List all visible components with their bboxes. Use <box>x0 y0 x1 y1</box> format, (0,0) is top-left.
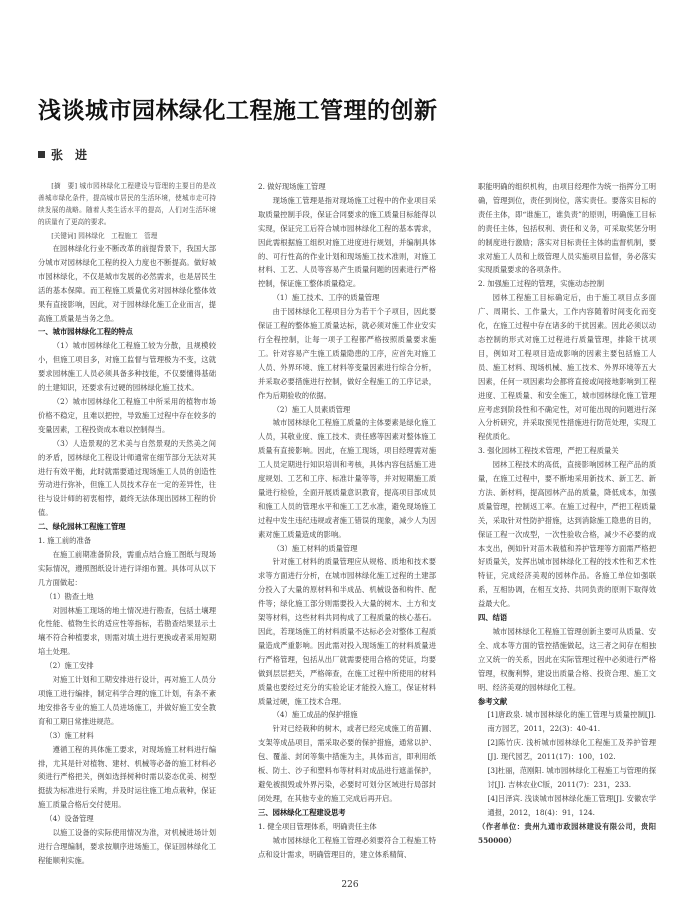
col1-paragraph: 在园林绿化行业不断改革的前提背景下，我国大部分城市对园林绿化工程的投入力度也不断提高。做好城市园林绿化，不仅是城市发展的必然需求，也是居民生活的基本保障。而工程施工质量优劣对园林绿化整体效果有直接影响，因此，对于园林绿化施工企业而言，提高施工质量是当务之急。 <box>38 244 216 323</box>
col1-paragraph: 在施工前期准备阶段，需重点结合施工图纸与现场实际情况，遵照图纸设计进行详细布置。具体可从以下几方面做起： <box>38 549 216 587</box>
col2-paragraph: 城市园林绿化工程施工管理必须要符合工程施工特点和设计需求，明确管理目的，建立体系精简、 <box>258 835 436 859</box>
col1-paragraph: [关键词] 园林绿化 工程施工 管理 <box>51 232 158 240</box>
col1-paragraph: 对园林施工现场的地土情况进行勘查，包括土壤理化性能、植物生长的适应性等指标，若勘查结果显示土壤不符合种植要求，则需对填土进行更换或者采用短期培土处理。 <box>38 605 216 657</box>
col2-paragraph: 1. 健全项目管理体系，明确责任主体 <box>258 821 377 831</box>
col2-paragraph: 针对已经栽种的树木，或者已经完成施工的苗圃、支架等成品项目，需采取必要的保护措施，通常以护、包、覆盖、封闭等集中措施为主，具体而言，即利用纸板、防土、沙子和塑料布等材料对成品进行遮盖保护，避免被损毁或外界污染，必要时可划分区域进行局部封闭处理，在其他专业的施工完成后再开启。 <box>258 724 436 803</box>
col3-paragraph: 2. 加强施工过程的管理，实施动态控制 <box>478 279 605 289</box>
col1-paragraph: 二、绿化园林工程施工管理 <box>38 522 126 532</box>
col2-paragraph: （4）施工成品的保护措施 <box>272 710 358 720</box>
col2-paragraph: （2）施工人员素质管理 <box>272 404 351 414</box>
col3-paragraph: 四、结语 <box>478 613 508 623</box>
col3-paragraph: [3]杜丽，范刚阳. 城市园林绿化工程施工与管理的探讨[J]. 吉林农业C版，2011(7)：231，233. <box>487 766 656 789</box>
column-right <box>478 180 656 848</box>
col1-paragraph: 1. 施工前的准备 <box>38 536 92 546</box>
col1-paragraph: （3）人造景观的艺术美与自然景观的天然美之间的矛盾，园林绿化工程设计师通常在细节部分无法对其进行有效平衡，此时就需要通过现场施工人员的创造性劳动进行弥补，但施工人员技术存在一定的差异性，往往与设计师的初衷相悖，最终无法体现出园林工程的价值。 <box>38 438 216 518</box>
col3-paragraph: [1]唐政泉. 城市园林绿化的施工管理与质量控制[J]. 南方园艺，2011，22(3)：40-41. <box>487 710 656 734</box>
col1-paragraph: （2）城市园林绿化工程施工中所采用的植物市场价格不稳定，且难以把控，导致施工过程中存在较多的变量因素，工程投资成本难以控制得当。 <box>38 396 216 434</box>
col1-paragraph: （4）设备管理 <box>45 814 94 824</box>
col3-paragraph: [4]吕泽宾. 浅谈城市园林绿化施工管理[J]. 安徽农学通报，2012，18(4)：91，124. <box>487 793 656 817</box>
col3-paragraph: 城市园林绿化工程施工管理创新主要可从质量、安全、成本等方面的管控措施做起，这三者之间存在相独立又统一的关系，因此在实际管理过程中必须进行严格管理，权衡利弊，建设出质量合格、投资合理、施工文明、经济美观的园林绿化工程。 <box>478 627 656 692</box>
column-middle <box>258 180 436 861</box>
col3-paragraph: （作者单位：贵州九通市政园林建设有限公司，贵阳 550000） <box>478 821 656 845</box>
col2-paragraph: 由于园林绿化工程项目分为若干个子项目，因此要保证工程的整体施工质量达标，就必须对施工作业安实行全程控制，让每一项子工程都严格按照质量要求施工。针对容易产生施工质量隐患的工序，应首先对施工人员、外界环境、施工材料等变量因素进行综合分析，并采取必要措施进行控制，做好全程施工的工序记录，作为后期验收的依据。 <box>258 307 436 400</box>
author-name: 张 进 <box>51 148 88 162</box>
col1-paragraph: （3）施工材料 <box>45 730 94 740</box>
col3-paragraph: 园林工程技术的高低，直接影响园林工程产品的质量，在施工过程中，要不断地采用新技术、新工艺、新方法、新材料，提高园林产品的质量，降低成本，加强质量管理，控制返工率。在施工过程中，严把工程质量关，采取针对性防护措施，达到消除施工隐患的目的，保证工程一次成型，一次性验收合格，减少不必要的成本支出，例如针对苗木栽植和养护管理等方面需严格把好质量关，发挥出城市园林绿化工程的技术性和艺术性特征，完成经济美观的园林作品。各施工单位如强联系，互相协调，在相互支持、共同负责的原则下取得效益最大化。 <box>478 460 656 609</box>
col2-paragraph: 2. 做好现场施工管理 <box>258 182 326 191</box>
col3-paragraph: 职能明确的组织机构，由项目经理作为统一指挥分工明确，管理到位，责任到岗位，落实责任。要落实目标的责任主体，即“谁施工，谁负责”的原则，明确施工目标的责任主体，包括权利、责任和义务，可采取奖惩分明的制度进行激励；落实对目标责任主体的监督机制，要求对施工人员和上级管理人员实施项目监督，务必落实实现质量要求的各项条件。 <box>478 182 656 275</box>
col1-paragraph: （2）施工安排 <box>45 661 94 671</box>
col2-paragraph: （1）施工技术、工序的质量管理 <box>272 293 380 303</box>
article-title: 浅谈城市园林绿化工程施工管理的创新 <box>38 98 438 124</box>
col3-paragraph: 园林工程施工目标确定后，由于施工项目点多面广、周期长、工作量大，工作内容随着时间变化而变化，在施工过程中存在诸多的干扰因素。因此必须以动态控制的形式对施工过程进行质量管理，排除干扰项目，例如对工程项目造成影响的因素主要包括施工人员、施工材料、现场机械、施工技术、外界环境等五大因素，任何一项因素均会都将直接或间接地影响到工程进度、工程质量、和安全施工，城市园林绿化施工管理应考虑到阶段性和不确定性，对可能出现的问题进行深入分析研究，并采取预见性措施进行防范处理，实现工程优质化。 <box>478 293 656 442</box>
col1-paragraph: （1）勘查土地 <box>45 591 94 601</box>
col2-paragraph: 针对施工材料的质量管理应从规格、质地和技术要求等方面进行分析，在城市园林绿化施工过程的土建部分投入了大量的原材料和半成品、机械设备和构件、配件等；绿化施工部分则需要投入大量的树木、土方和支架等材料，这些材料共同构成了工程质量的核心基石。因此，若现场施工的材料质量不达标必会对整体工程质量造成严重影响。因此需对投入现场施工的材料质量进行严格管理，包括从出厂就需要使用合格的凭证，均要做到层层把关，严格筛查，在施工过程中所使用的材料质量也要经过充分的实验论证才能投入施工，保证材料质量过硬，施工技术合理。 <box>258 557 436 706</box>
col2-paragraph: 三、园林绿化工程建设思考 <box>258 807 346 817</box>
col1-paragraph: （1）城市园林绿化工程施工较为分散，且规模较小，但施工项目多，对施工监督与管理极为不变，这就要求园林施工人员必须具备多种技能，不仅要懂得基础的土建知识，还要求有过硬的园林绿化施工技术。 <box>38 341 216 393</box>
column-left <box>38 180 216 868</box>
col1-paragraph: 一、城市园林绿化工程的特点 <box>38 327 133 337</box>
col2-paragraph: 现场施工管理是指对现场施工过程中的作业项目采取质量控制手段，保证合同要求的施工质量目标能得以实现，保证完工后符合城市园林绿化工程的基本需求，因此需根据施工组织对施工进度进行规划，并编制具体的、可行性高的作业计划和现场施工技术准则，对施工材料、工艺、人员等容易产生质量问题的因素进行严格控制，保证施工整体质量稳定。 <box>258 195 436 289</box>
col3-paragraph: 3. 强化园林工程技术管理，严把工程质量关 <box>478 446 619 456</box>
col2-paragraph: 城市园林绿化工程施工质量的主体要素是绿化施工人员，其敬业度、施工技术、责任感等因素对整体施工质量有直接影响。因此，在施工现场，项目经理需对施工人员定期进行知识培训和考核，具体内容包括施工进度规划、工艺和工序、标准计量等等，并对短期施工质量进行检验，全面开展质量意识教育，提高项目部成员和施工人员的管理水平和施工工艺水准，避免现场施工过程中发生违纪违规或者施工错误的现象，减少人为因素对施工质量造成的影响。 <box>258 418 436 539</box>
col1-paragraph: [摘 要] 城市园林绿化工程建设与管理的主要目的是改善城市绿化条件，提高城市居民的生活环境，使城市走可持续发展的战略。随着人类生活水平的提高，人们对生活环境的质量有了更高的要求。 <box>38 182 216 226</box>
col1-paragraph: 对施工计划和工期安排进行设计，再对施工人员分项施工进行编排，制定科学合理的施工计划，有条不紊地安排各专业的施工人员进场施工，并做好施工安全教育和工期日常推进规范。 <box>38 675 216 726</box>
col2-paragraph: （3）施工材料的质量管理 <box>272 543 358 553</box>
col1-paragraph: 遵循工程的具体施工要求，对现场施工材料进行编排，尤其是针对植物、建材、机械等必备的施工材料必须进行严格把关，例如选择树种时需以姿态优美、树型挺拔为标准进行采购，并及时运往施工地点栽种，保证施工质量合格后交付使用。 <box>38 744 216 810</box>
col3-paragraph: [2]陈竹庆. 浅析城市园林绿化工程施工及养护管理[J]. 现代园艺，2011(17)：100，102. <box>487 738 656 762</box>
page-number: 226 <box>341 880 359 890</box>
author-line <box>38 146 87 163</box>
col3-paragraph: 参考文献 <box>478 696 508 706</box>
square-bullet-icon <box>38 151 45 158</box>
col1-paragraph: 以施工设备的实际使用情况为准，对机械进场计划进行合理编制，要求按顺序进场施工，保证园林绿化工程能顺利实施。 <box>38 828 216 865</box>
